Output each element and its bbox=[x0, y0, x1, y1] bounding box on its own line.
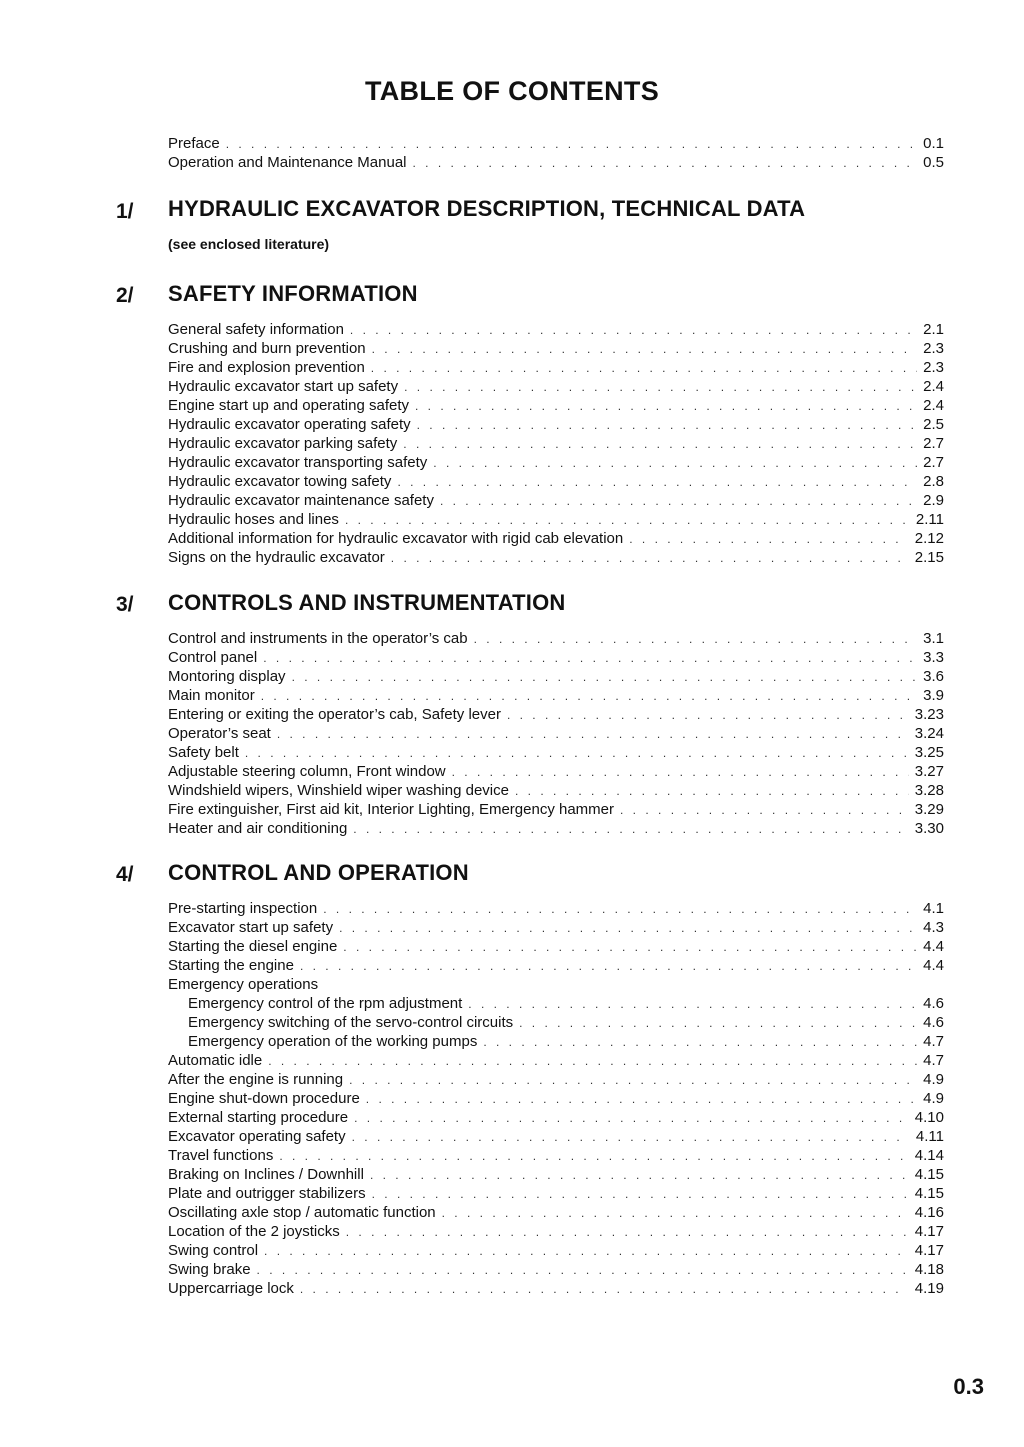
leader-dots bbox=[404, 378, 917, 397]
toc-entry-page: 2.3 bbox=[923, 340, 944, 357]
toc-entry-label: Hydraulic excavator start up safety bbox=[168, 378, 399, 395]
toc-entry[interactable] bbox=[168, 415, 944, 434]
toc-entry[interactable] bbox=[168, 1146, 944, 1165]
toc-entry-label: Uppercarriage lock bbox=[168, 1280, 294, 1297]
toc-entry-label: Emergency switching of the servo-control circuits bbox=[188, 1014, 514, 1031]
leader-dots bbox=[263, 649, 917, 668]
toc-entry-page: 3.6 bbox=[923, 668, 944, 685]
leader-dots bbox=[245, 744, 909, 763]
toc-entry-page: 4.19 bbox=[914, 1280, 944, 1297]
toc-entry[interactable] bbox=[168, 491, 944, 510]
toc-entry-label: Swing control bbox=[168, 1242, 259, 1259]
toc-entry[interactable] bbox=[168, 918, 944, 937]
leader-dots bbox=[371, 359, 917, 378]
toc-entry-page: 3.3 bbox=[923, 649, 944, 666]
toc-entry[interactable] bbox=[168, 134, 944, 153]
leader-dots bbox=[268, 1052, 917, 1071]
toc-entry-page: 2.11 bbox=[915, 511, 944, 528]
section-note: (see enclosed literature) bbox=[168, 236, 330, 252]
toc-entry[interactable] bbox=[168, 762, 944, 781]
toc-entry[interactable] bbox=[168, 510, 944, 529]
section-title[interactable]: CONTROL AND OPERATION bbox=[168, 860, 469, 885]
leader-dots bbox=[300, 957, 917, 976]
toc-entry-page: 3.28 bbox=[914, 782, 944, 799]
toc-entry-page: 4.10 bbox=[914, 1109, 944, 1126]
toc-entry-label: Hydraulic hoses and lines bbox=[168, 511, 339, 528]
toc-entry[interactable] bbox=[168, 358, 944, 377]
toc-entry-page: 2.7 bbox=[923, 435, 944, 452]
toc-entry-page: 3.1 bbox=[923, 630, 944, 647]
toc-entry-label: Starting the diesel engine bbox=[168, 938, 338, 955]
toc-entry[interactable] bbox=[168, 320, 944, 339]
toc-entry-page: 3.29 bbox=[914, 801, 944, 818]
toc-entry-page: 2.8 bbox=[923, 473, 944, 490]
leader-dots bbox=[339, 919, 917, 938]
toc-entry[interactable] bbox=[168, 781, 944, 800]
toc-entry-page: 4.17 bbox=[914, 1223, 944, 1240]
leader-dots bbox=[350, 321, 917, 340]
leader-dots bbox=[370, 1166, 909, 1185]
toc-entry-page: 3.23 bbox=[914, 706, 944, 723]
toc-subentry[interactable] bbox=[168, 1013, 944, 1032]
toc-entry-label: Windshield wipers, Winshield wiper washing device bbox=[168, 782, 509, 799]
toc-entry-label: Control and instruments in the operator’s cab bbox=[168, 630, 468, 647]
leader-dots bbox=[397, 473, 917, 492]
toc-entry[interactable] bbox=[168, 472, 944, 491]
toc-entry-label: Safety belt bbox=[168, 744, 239, 761]
toc-entry-label: Hydraulic excavator parking safety bbox=[168, 435, 398, 452]
toc-entry-label: Oscillating axle stop / automatic function bbox=[168, 1204, 436, 1221]
toc-entry-page: 4.18 bbox=[914, 1261, 944, 1278]
toc-entry-label: Hydraulic excavator maintenance safety bbox=[168, 492, 434, 509]
toc-entry-page: 4.9 bbox=[923, 1090, 944, 1107]
toc-entry-label: Operator’s seat bbox=[168, 725, 271, 742]
leader-dots bbox=[474, 630, 918, 649]
leader-dots bbox=[413, 154, 918, 173]
intro-list bbox=[168, 134, 944, 172]
toc-entry-label: Excavator operating safety bbox=[168, 1128, 346, 1145]
toc-entry-page: 3.27 bbox=[914, 763, 944, 780]
toc-entry-label: Plate and outrigger stabilizers bbox=[168, 1185, 366, 1202]
toc-subentry[interactable] bbox=[168, 994, 944, 1013]
section-title[interactable]: HYDRAULIC EXCAVATOR DESCRIPTION, TECHNICAL DATA bbox=[168, 196, 806, 221]
toc-entry-label: External starting procedure bbox=[168, 1109, 349, 1126]
toc-entry-label: Emergency control of the rpm adjustment bbox=[188, 995, 463, 1012]
leader-dots bbox=[372, 1185, 909, 1204]
leader-dots bbox=[620, 801, 909, 820]
toc-entry-label: Engine shut-down procedure bbox=[168, 1090, 360, 1107]
toc-entry-label: Additional information for hydraulic excavator with rigid cab elevation bbox=[168, 530, 624, 547]
section-number: 1/ bbox=[116, 200, 134, 223]
toc-entry-page: 4.4 bbox=[923, 938, 944, 955]
toc-entry-label: Fire and explosion prevention bbox=[168, 359, 365, 376]
section-number: 4/ bbox=[116, 863, 134, 886]
leader-dots bbox=[354, 1109, 909, 1128]
leader-dots bbox=[292, 668, 918, 687]
toc-entry-label: Fire extinguisher, First aid kit, Interior Lighting, Emergency hammer bbox=[168, 801, 615, 818]
toc-entry-page: 4.16 bbox=[914, 1204, 944, 1221]
toc-entry-label: Operation and Maintenance Manual bbox=[168, 154, 407, 171]
section-title[interactable]: CONTROLS AND INSTRUMENTATION bbox=[168, 590, 566, 615]
toc-entry[interactable] bbox=[168, 434, 944, 453]
toc-entry-label: Heater and air conditioning bbox=[168, 820, 348, 837]
toc-entry-label: Adjustable steering column, Front window bbox=[168, 763, 446, 780]
toc-entry[interactable] bbox=[168, 339, 944, 358]
leader-dots bbox=[391, 549, 909, 568]
leader-dots bbox=[343, 938, 917, 957]
toc-entry-label: Swing brake bbox=[168, 1261, 251, 1278]
toc-entry-label: Crushing and burn prevention bbox=[168, 340, 366, 357]
toc-entry[interactable] bbox=[168, 667, 944, 686]
leader-dots bbox=[323, 900, 917, 919]
leader-dots bbox=[345, 511, 910, 530]
toc-entry-page: 2.7 bbox=[923, 454, 944, 471]
toc-entry-page: 3.24 bbox=[914, 725, 944, 742]
toc-entry-page: 2.1 bbox=[923, 321, 944, 338]
section-title[interactable]: SAFETY INFORMATION bbox=[168, 281, 418, 306]
toc-entry-page: 3.25 bbox=[914, 744, 944, 761]
toc-entry-label: Starting the engine bbox=[168, 957, 294, 974]
toc-entry-page: 4.15 bbox=[914, 1185, 944, 1202]
toc-entry-label: Travel functions bbox=[168, 1147, 274, 1164]
toc-entry-page: 2.3 bbox=[923, 359, 944, 376]
toc-entry-page: 0.1 bbox=[923, 135, 944, 152]
toc-entry[interactable] bbox=[168, 1089, 944, 1108]
toc-entry-page: 4.9 bbox=[923, 1071, 944, 1088]
toc-entry-label: Emergency operation of the working pumps bbox=[188, 1033, 478, 1050]
toc-entry-label: Location of the 2 joysticks bbox=[168, 1223, 340, 1240]
toc-entry[interactable] bbox=[168, 377, 944, 396]
toc-entry-label: Entering or exiting the operator’s cab, Safety lever bbox=[168, 706, 501, 723]
toc-entry[interactable] bbox=[168, 1070, 944, 1089]
page-number: 0.3 bbox=[953, 1374, 984, 1399]
toc-entry-label: Engine start up and operating safety bbox=[168, 397, 409, 414]
leader-dots bbox=[417, 416, 918, 435]
section-4-entries bbox=[168, 899, 944, 1298]
leader-dots bbox=[366, 1090, 917, 1109]
toc-entry[interactable] bbox=[168, 1203, 944, 1222]
leader-dots bbox=[226, 135, 917, 154]
toc-entry-label: Signs on the hydraulic excavator bbox=[168, 549, 385, 566]
leader-dots bbox=[349, 1071, 917, 1090]
toc-entry[interactable] bbox=[168, 1222, 944, 1241]
leader-dots bbox=[515, 782, 909, 801]
toc-entry[interactable] bbox=[168, 529, 944, 548]
toc-entry-page: 2.9 bbox=[923, 492, 944, 509]
toc-entry-label: Montoring display bbox=[168, 668, 286, 685]
toc-entry[interactable] bbox=[168, 1165, 944, 1184]
leader-dots bbox=[433, 454, 917, 473]
toc-entry[interactable] bbox=[168, 1279, 944, 1298]
leader-dots bbox=[483, 1033, 917, 1052]
toc-subentry[interactable] bbox=[168, 1032, 944, 1051]
toc-entry-page: 4.11 bbox=[915, 1128, 944, 1145]
toc-entry-label: Preface bbox=[168, 135, 220, 152]
leader-dots bbox=[277, 725, 909, 744]
toc-entry[interactable] bbox=[168, 686, 944, 705]
toc-entry-page: 2.4 bbox=[923, 378, 944, 395]
leader-dots bbox=[403, 435, 917, 454]
section-3-entries bbox=[168, 629, 944, 838]
toc-entry-page: 4.7 bbox=[923, 1033, 944, 1050]
toc-entry-page: 2.15 bbox=[914, 549, 944, 566]
toc-entry[interactable] bbox=[168, 1260, 944, 1279]
toc-entry-page: 4.14 bbox=[914, 1147, 944, 1164]
toc-entry[interactable] bbox=[168, 1241, 944, 1260]
toc-entry-page: 4.1 bbox=[923, 900, 944, 917]
leader-dots bbox=[300, 1280, 909, 1299]
leader-dots bbox=[346, 1223, 909, 1242]
toc-entry-page: 2.5 bbox=[923, 416, 944, 433]
toc-entry[interactable] bbox=[168, 956, 944, 975]
toc-entry[interactable] bbox=[168, 705, 944, 724]
leader-dots bbox=[519, 1014, 917, 1033]
leader-dots bbox=[257, 1261, 909, 1280]
toc-entry-label: Control panel bbox=[168, 649, 258, 666]
page-title: TABLE OF CONTENTS bbox=[364, 76, 660, 106]
toc-group-heading[interactable] bbox=[168, 975, 944, 994]
toc-entry[interactable] bbox=[168, 548, 944, 567]
toc-entry-page: 2.4 bbox=[923, 397, 944, 414]
toc-entry-page: 0.5 bbox=[923, 154, 944, 171]
toc-entry-label: Emergency operations bbox=[168, 976, 319, 993]
leader-dots bbox=[279, 1147, 908, 1166]
toc-entry[interactable] bbox=[168, 629, 944, 648]
toc-entry-label: Main monitor bbox=[168, 687, 255, 704]
toc-entry-label: Automatic idle bbox=[168, 1052, 263, 1069]
toc-entry-page: 4.4 bbox=[923, 957, 944, 974]
toc-entry-page: 4.6 bbox=[923, 995, 944, 1012]
toc-entry-page: 4.17 bbox=[914, 1242, 944, 1259]
toc-entry-label: General safety information bbox=[168, 321, 344, 338]
toc-entry-page: 3.30 bbox=[914, 820, 944, 837]
leader-dots bbox=[372, 340, 918, 359]
toc-entry-page: 3.9 bbox=[923, 687, 944, 704]
toc-entry-page: 2.12 bbox=[914, 530, 944, 547]
toc-entry-page: 4.15 bbox=[914, 1166, 944, 1183]
toc-entry[interactable] bbox=[168, 724, 944, 743]
leader-dots bbox=[415, 397, 917, 416]
leader-dots bbox=[442, 1204, 909, 1223]
leader-dots bbox=[629, 530, 909, 549]
toc-entry-label: Hydraulic excavator operating safety bbox=[168, 416, 411, 433]
leader-dots bbox=[353, 820, 909, 839]
toc-entry[interactable] bbox=[168, 396, 944, 415]
leader-dots bbox=[440, 492, 917, 511]
leader-dots bbox=[264, 1242, 909, 1261]
toc-entry-label: Braking on Inclines / Downhill bbox=[168, 1166, 364, 1183]
toc-entry[interactable] bbox=[168, 899, 944, 918]
toc-entry-page: 4.7 bbox=[923, 1052, 944, 1069]
toc-entry-page: 4.3 bbox=[923, 919, 944, 936]
toc-entry[interactable] bbox=[168, 819, 944, 838]
toc-entry[interactable] bbox=[168, 800, 944, 819]
toc-entry[interactable] bbox=[168, 453, 944, 472]
leader-dots bbox=[352, 1128, 910, 1147]
toc-entry-label: Hydraulic excavator towing safety bbox=[168, 473, 392, 490]
toc-entry-label: Hydraulic excavator transporting safety bbox=[168, 454, 428, 471]
toc-entry[interactable] bbox=[168, 153, 944, 172]
section-2-entries bbox=[168, 320, 944, 567]
leader-dots bbox=[507, 706, 909, 725]
toc-entry-label: After the engine is running bbox=[168, 1071, 344, 1088]
toc-entry[interactable] bbox=[168, 1108, 944, 1127]
section-number: 3/ bbox=[116, 593, 134, 616]
toc-entry[interactable] bbox=[168, 937, 944, 956]
toc-entry[interactable] bbox=[168, 1184, 944, 1203]
section-number: 2/ bbox=[116, 284, 134, 307]
toc-entry[interactable] bbox=[168, 1051, 944, 1070]
toc-entry-page: 4.6 bbox=[923, 1014, 944, 1031]
toc-entry[interactable] bbox=[168, 648, 944, 667]
toc-entry-label: Pre-starting inspection bbox=[168, 900, 318, 917]
leader-dots bbox=[468, 995, 917, 1014]
leader-dots bbox=[452, 763, 909, 782]
toc-entry[interactable] bbox=[168, 743, 944, 762]
toc-entry-label: Excavator start up safety bbox=[168, 919, 334, 936]
toc-entry[interactable] bbox=[168, 1127, 944, 1146]
leader-dots bbox=[261, 687, 917, 706]
